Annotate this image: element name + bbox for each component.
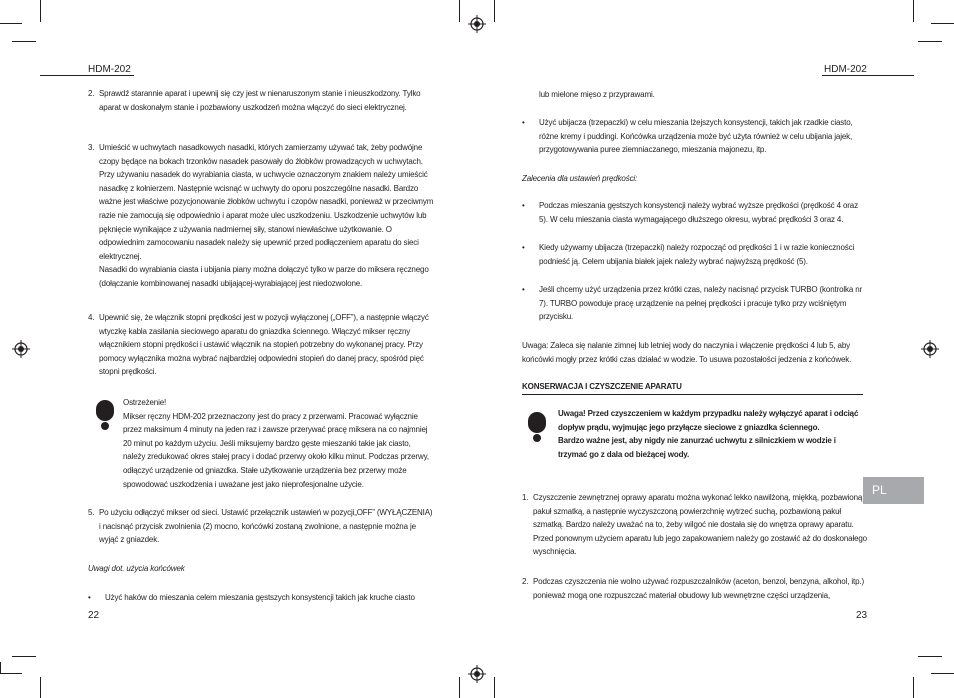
crop-mark [40, 677, 41, 698]
list-text: Kiedy używamy ubijacza (trzepaczki) należy rozpocząć od prędkości 1 i w razie konieczności podnieść ją. Celem ubijania białek jajek należy wybrać najwyższą prędkość (5). [539, 243, 855, 266]
warning-text: Bardzo ważne jest, aby nigdy nie zanurzać uchwytu z silniczkiem w wodzie i trzymać go z dala od bieżącej wody. [558, 436, 836, 459]
speed-heading: Zalecenia dla ustawień prędkości: [522, 174, 638, 183]
crop-mark [913, 677, 914, 698]
registration-mark-icon [468, 15, 486, 33]
bullet: • [522, 118, 525, 127]
tips-heading: Uwagi dot. użycia końcówek [88, 564, 185, 573]
crop-mark [459, 0, 460, 22]
registration-mark-icon [12, 340, 30, 358]
warning-block [123, 396, 434, 491]
section-rule [522, 394, 863, 395]
crop-mark [918, 41, 942, 42]
crop-mark [494, 0, 495, 22]
exclamation-icon [93, 400, 117, 430]
model-header-left: HDM-202 [88, 64, 131, 75]
section-title: KONSERWACJA I CZYSZCZENIE APARATU [522, 382, 682, 391]
list-item [88, 311, 434, 379]
list-text: Czyszczenie zewnętrznej oprawy aparatu można wykonać lekko nawilżoną, miękką, pozbawioną pakuł szmatką, a następnie wyczyszczoną powierzchnię wytrzeć suchą, pozbawioną pakuł szmatką. Bardzo należy uważać na to, żeby wilgoć nie dostała się do wnętrza oprawy aparatu. Przed ponownym użyciem aparatu lub jego zapakowaniem należy go zostawić aż do doskonałego wyschnięcia. [533, 493, 867, 557]
list-text: Upewnić się, że włącznik stopni prędkości jest w pozycji wyłączonej („OFF”), a następnie włączyć wtyczkę kabla zasilania sieciowego aparatu do gniazdka ściennego. Włączyć mikser ręczny włącznikiem stopni prędkości i ustawić włącznik na stopień potrzebny do wykonanej pracy. Przy pomocy wyłącznika można wybrać najbardziej odpowiedni stopień do danej pracy, spośród pięć stopni prędkości. [99, 313, 429, 377]
crop-mark [459, 677, 460, 698]
crop-mark [931, 23, 954, 24]
crop-mark [0, 662, 1, 674]
bullet: • [88, 593, 91, 602]
note-text: Uwaga: Zaleca się nalanie zimnej lub letniej wody do naczynia i włączenie prędkości 4 lub 5, aby końcówki mogły przez krótki czas działać w wodzie. To usuwa pozostałości jedzenia z końcówek. [522, 341, 852, 364]
exclamation-icon [525, 412, 549, 442]
list-text: Użyć ubijacza (trzepaczki) w celu mieszania lżejszych konsystencji, takich jak rzadkie ciasto, różne kremy i puddingi. Końcówka urządzenia może być użyta również w celu ubijania jajek, przygotowywania puree ziemniaczanego, mieszania majonezu, itp. [539, 118, 853, 155]
list-item [88, 591, 434, 605]
list-item [522, 575, 868, 602]
registration-mark-icon [468, 665, 486, 683]
list-number: 1. [522, 493, 529, 502]
crop-mark [0, 673, 22, 674]
language-tab: PL [863, 477, 924, 504]
list-item [522, 116, 868, 157]
list-item [88, 506, 434, 547]
crop-mark [918, 656, 942, 657]
model-header-right: HDM-202 [824, 64, 867, 75]
header-rule-right [822, 75, 914, 76]
warning-title: Ostrzeżenie! [123, 398, 167, 407]
crop-mark [12, 41, 36, 42]
crop-mark [494, 677, 495, 698]
crop-mark [931, 673, 954, 674]
page-number-left: 22 [88, 610, 100, 621]
list-text: Podczas mieszania gęstszych konsystencji należy wybrać wyższe prędkości (prędkość 4 oraz 5). W celu mieszania ciasta wymagającego dłuższego okresu, wybrać prędkości 3 oraz 4. [539, 201, 858, 224]
list-item [522, 491, 868, 559]
list-item [522, 199, 868, 226]
list-item [522, 283, 868, 324]
list-item [88, 87, 434, 114]
list-text: Jeśli chcemy użyć urządzenia przez krótki czas, należy nacisnąć przycisk TURBO (kontrolka nr 7). TURBO powoduje pracę urządzenie na pełnej prędkości i pracuje tylko przy wciśniętym przycisku. [539, 285, 863, 322]
warning-text: Uwaga! Przed czyszczeniem w każdym przypadku należy wyłączyć aparat i odciąć dopływ prądu, wyjmując jego przyłącze sieciowe z gniazdka ściennego. [558, 409, 859, 432]
list-number: 2. [88, 89, 95, 98]
bullet: • [522, 285, 525, 294]
page-number-right: 23 [856, 610, 868, 621]
crop-mark [40, 0, 41, 22]
list-number: 3. [88, 143, 95, 152]
header-rule-left [40, 75, 134, 76]
bullet: • [522, 201, 525, 210]
list-text: Podczas czyszczenia nie wolno używać rozpuszczalników (aceton, benzol, benzyna, alkohol, itp.) ponieważ mogą one rozpuszczać materiał obudowy lub wewnętrzne części urządzenia, [533, 577, 864, 600]
crop-mark [0, 23, 22, 24]
list-number: 4. [88, 313, 95, 322]
list-text: Nasadki do wyrabiania ciasta i ubijania piany można dołączyć tylko w parze do miksera ręcznego (dołączanie kombinowanej nasadki ubijającej-wyrabiającej jest niedozwolone. [99, 265, 429, 288]
list-number: 5. [88, 508, 95, 517]
crop-mark [12, 656, 36, 657]
list-item [88, 141, 434, 291]
registration-mark-icon [921, 340, 939, 358]
bullet: • [522, 243, 525, 252]
list-number: 2. [522, 577, 529, 586]
crop-mark [913, 0, 914, 22]
list-text: lub mielone mięso z przyprawami. [539, 90, 655, 99]
list-text: Użyć haków do mieszania celem mieszania gęstszych konsystencji takich jak kruche ciasto [105, 593, 415, 602]
list-item [522, 241, 868, 268]
warning-text: Mikser ręczny HDM-202 przeznaczony jest do pracy z przerwami. Pracować wyłącznie przez maksimum 4 minuty na jeden raz i zawsze przerywać pracę miksera na co najmniej 20 minut po każdym użyciu. Jeśli miksujemy bardzo gęste mieszanki takie jak ciasto, należy zredukować okres stałej pracy i dodać przerwy około kilku minut. Podczas przerwy, odłączyć urządzenie od gniazdka. Stałe użytkowanie urządzenia bez przerwy może spowodować uszkodzenia i uważane jest jako nieprofesjonalne użycie. [123, 411, 429, 489]
list-text: Sprawdź starannie aparat i upewnij się czy jest w nienaruszonym stanie i nieuszkodzony. Tylko aparat w doskonałym stanie i pozbawiony uszkodzeń można włączyć do sieci elektrycznej. [99, 89, 421, 112]
warning-block [558, 407, 866, 461]
list-text: Umieścić w uchwytach nasadkowych nasadki, których zamierzamy używać tak, żeby podwójne czopy będące na bokach trzonków nasadek pasowały do żłobków prowadzących w uchwytach. Przy używaniu nasadek do wyrabiania ciasta, w uchwycie oznaczonym znakiem należy umieścić nasadkę z kołnierzem. Następnie wcisnąć w uchwyty do oporu poszczególne nasadki. Bardzo ważne jest właściwe pozycjonowanie żłobków uchwytu i czopów nasadki, ponieważ w przeciwnym razie nie zamocują się odpowiednio i aparat może ulec uszkodzeniu. Uszkodzenie uchwytów lub pęknięcie wynikające z używania nadmiernej siły, stanowi niewłaściwe użytkowanie. O odpowiednim zamocowaniu nasadek należy się upewnić przed podłączeniem aparatu do sieci elektrycznej. [99, 143, 434, 261]
list-text: Po użyciu odłączyć mikser od sieci. Ustawić przełącznik ustawień w pozycji„OFF” (WYŁĄCZENIA) i nacisnąć przycisk zwolnienia (2) mocno, końcówki zostaną zwolnione, a następnie można je wyjąć z gniazdek. [99, 508, 433, 545]
